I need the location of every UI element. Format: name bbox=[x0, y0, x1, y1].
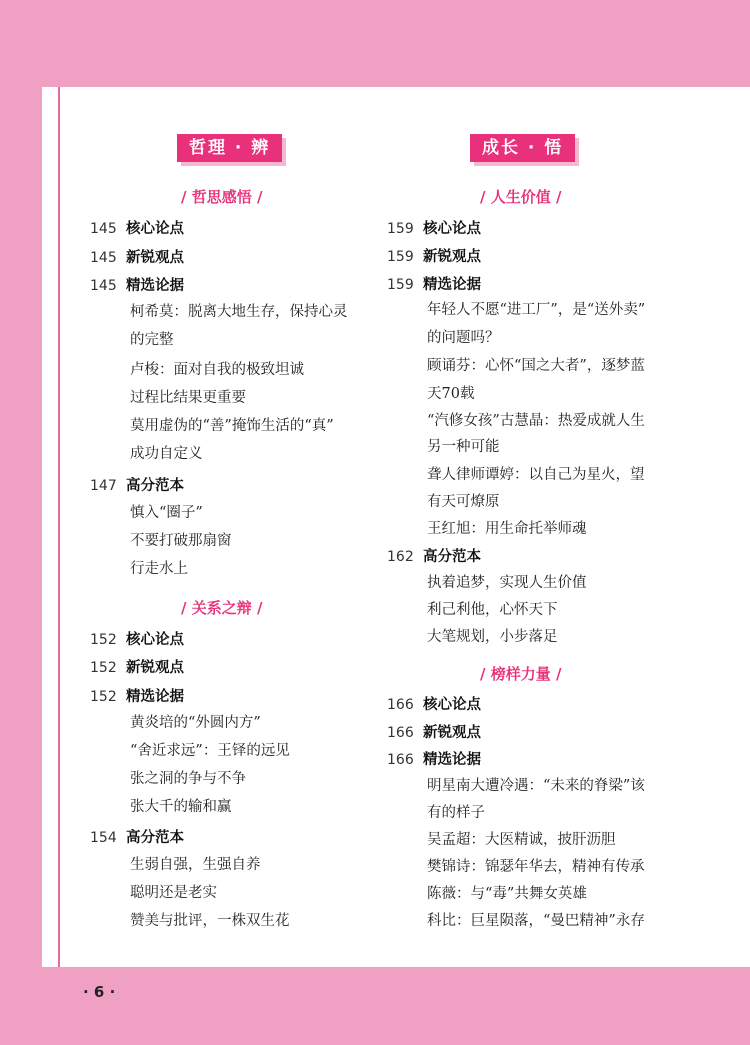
toc-subitem[interactable]: 吴孟超：大医精诚，披肝沥胆 bbox=[427, 832, 616, 848]
toc-subitem[interactable]: 柯希莫：脱离大地生存，保持心灵 bbox=[130, 304, 348, 320]
toc-entry[interactable]: 145 精选论据 bbox=[90, 278, 184, 294]
toc-entry[interactable]: 166 新锐观点 bbox=[387, 725, 481, 741]
toc-subitem[interactable]: 顾诵芬：心怀“国之大者”，逐梦蓝 bbox=[427, 358, 645, 374]
toc-entry[interactable]: 152 新锐观点 bbox=[90, 660, 184, 676]
toc-entry[interactable]: 147 高分范本 bbox=[90, 478, 184, 494]
toc-subitem[interactable]: 过程比结果更重要 bbox=[130, 390, 246, 406]
toc-entry[interactable]: 152 核心论点 bbox=[90, 632, 184, 648]
left-badge: 哲理 · 辨 bbox=[177, 134, 282, 162]
toc-entry[interactable]: 166 精选论据 bbox=[387, 752, 481, 768]
toc-subitem[interactable]: “汽修女孩”古慧晶：热爱成就人生 bbox=[427, 413, 645, 429]
toc-subitem[interactable]: 科比：巨星陨落，“曼巴精神”永存 bbox=[427, 913, 645, 929]
toc-subitem[interactable]: 有的样子 bbox=[427, 805, 485, 821]
bottom-band bbox=[0, 967, 750, 1045]
toc-subitem[interactable]: 赞美与批评，一株双生花 bbox=[130, 913, 290, 929]
toc-subitem[interactable]: 聋人律师谭婷：以自己为星火，望 bbox=[427, 467, 645, 483]
toc-entry[interactable]: 154 高分范本 bbox=[90, 830, 184, 846]
toc-subitem[interactable]: 莫用虚伪的“善”掩饰生活的“真” bbox=[130, 418, 334, 434]
toc-subitem[interactable]: 执着追梦，实现人生价值 bbox=[427, 575, 587, 591]
margin-rule bbox=[58, 87, 60, 967]
toc-entry[interactable]: 159 新锐观点 bbox=[387, 249, 481, 265]
toc-subitem[interactable]: 利己利他，心怀天下 bbox=[427, 602, 558, 618]
toc-entry[interactable]: 145 新锐观点 bbox=[90, 250, 184, 266]
section-title-zhesi: / 哲思感悟 / bbox=[181, 188, 263, 206]
toc-subitem[interactable]: 天70载 bbox=[427, 386, 475, 402]
section-title-bangyang: / 榜样力量 / bbox=[480, 665, 562, 683]
toc-subitem[interactable]: 成功自定义 bbox=[130, 446, 203, 462]
toc-subitem[interactable]: 生弱自强，生强自养 bbox=[130, 857, 261, 873]
toc-entry[interactable]: 166 核心论点 bbox=[387, 697, 481, 713]
section-title-rensheng: / 人生价值 / bbox=[480, 188, 562, 206]
toc-subitem[interactable]: 卢梭：面对自我的极致坦诚 bbox=[130, 362, 304, 378]
toc-subitem[interactable]: 另一种可能 bbox=[427, 439, 500, 455]
toc-subitem[interactable]: 张大千的输和赢 bbox=[130, 799, 232, 815]
toc-subitem[interactable]: 樊锦诗：锦瑟年华去，精神有传承 bbox=[427, 859, 645, 875]
toc-subitem[interactable]: 黄炎培的“外圆内方” bbox=[130, 715, 261, 731]
toc-subitem[interactable]: 年轻人不愿“进工厂”，是“送外卖” bbox=[427, 302, 646, 318]
toc-subitem[interactable]: 慎入“圈子” bbox=[130, 505, 203, 521]
left-badge-wrap bbox=[177, 134, 282, 162]
toc-subitem[interactable]: “舍近求远”：王铎的远见 bbox=[130, 743, 290, 759]
toc-entry[interactable]: 159 核心论点 bbox=[387, 221, 481, 237]
right-badge: 成长 · 悟 bbox=[470, 134, 575, 162]
toc-subitem[interactable]: 大笔规划，小步落足 bbox=[427, 629, 558, 645]
toc-subitem[interactable]: 的问题吗？ bbox=[427, 330, 500, 346]
toc-subitem[interactable]: 行走水上 bbox=[130, 561, 188, 577]
toc-subitem[interactable]: 有天可燎原 bbox=[427, 494, 500, 510]
toc-subitem[interactable]: 明星南大遭冷遇：“未来的脊梁”该 bbox=[427, 778, 645, 794]
toc-subitem[interactable]: 张之洞的争与不争 bbox=[130, 771, 246, 787]
toc-subitem[interactable]: 陈薇：与“毒”共舞女英雄 bbox=[427, 886, 587, 902]
right-badge-wrap bbox=[470, 134, 575, 162]
toc-entry[interactable]: 162 高分范本 bbox=[387, 549, 481, 565]
section-title-guanxi: / 关系之辩 / bbox=[181, 599, 263, 617]
toc-subitem[interactable]: 不要打破那扇窗 bbox=[130, 533, 232, 549]
toc-entry[interactable]: 152 精选论据 bbox=[90, 689, 184, 705]
page-number: · 6 · bbox=[83, 983, 116, 1001]
toc-entry[interactable]: 159 精选论据 bbox=[387, 277, 481, 293]
toc-subitem[interactable]: 的完整 bbox=[130, 332, 174, 348]
toc-subitem[interactable]: 王红旭：用生命托举师魂 bbox=[427, 521, 587, 537]
toc-subitem[interactable]: 聪明还是老实 bbox=[130, 885, 217, 901]
toc-entry[interactable]: 145 核心论点 bbox=[90, 221, 184, 237]
